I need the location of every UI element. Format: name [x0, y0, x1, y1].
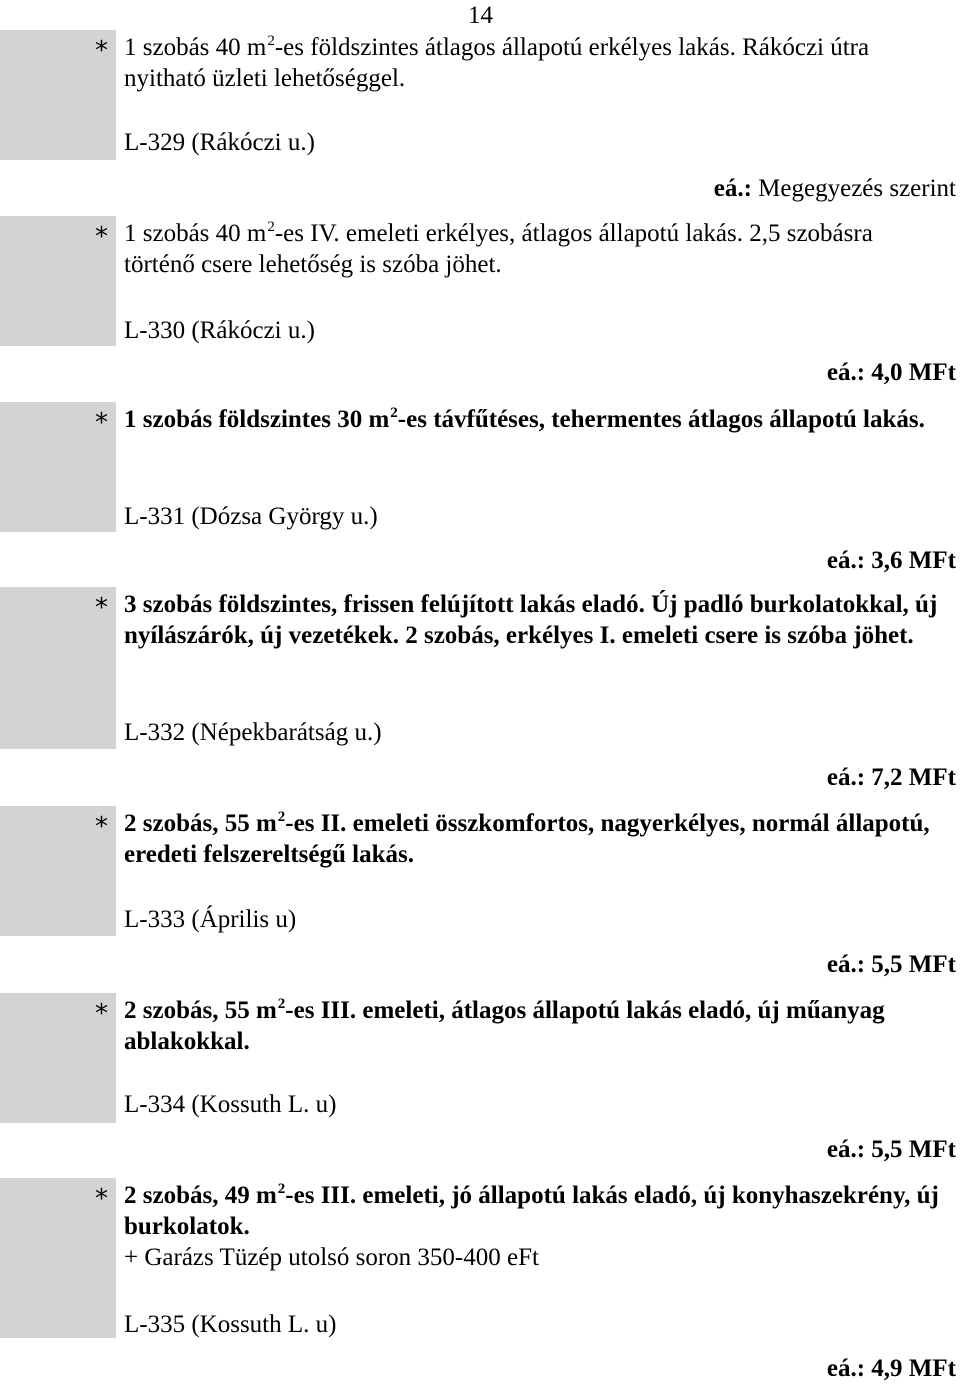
bullet-asterisk: *	[95, 812, 108, 842]
listing-description: 2 szobás, 55 $m^2-es$ III. emeleti, átlagos állapotú lakás eladó, új műanyag ablakokkal.	[124, 996, 885, 1055]
listing-description: 1 szobás 40 $m^2-es$ IV. emeleti erkélyes, átlagos állapotú lakás. 2,5 szobásra történő csere lehetőség is szóba jöhet.	[124, 219, 873, 278]
bullet-asterisk: *	[95, 999, 108, 1029]
listing-price: eá.: Megegyezés szerint	[713, 175, 956, 202]
listing-reference: L-334 (Kossuth L. u)	[124, 1091, 337, 1118]
listing-price: eá.: 5,5 MFt	[826, 1136, 956, 1163]
bullet-asterisk: *	[95, 408, 108, 438]
listing-reference: L-329 (Rákóczi u.)	[124, 129, 315, 156]
listing-description: 1 szobás 40 $m^2-es$ földszintes átlagos állapotú erkélyes lakás. Rákóczi útra nyitható üzleti lehetőséggel.	[124, 33, 870, 92]
bullet-asterisk: *	[95, 222, 108, 252]
listing-reference: L-331 (Dózsa György u.)	[124, 503, 378, 530]
listing-description: 3 szobás földszintes, frissen felújított lakás eladó. Új padló burkolatokkal, új nyílászárók, új vezetékek. 2 szobás, erkélyes I. emeleti csere is szóba jöhet.	[124, 591, 938, 649]
listing-price: eá.: 4,0 MFt	[826, 359, 956, 386]
listing-price: eá.: 3,6 MFt	[826, 547, 956, 574]
listing-reference: L-335 (Kossuth L. u)	[124, 1311, 337, 1338]
listing-description: 2 szobás, 49 $m^2-es$ III. emeleti, jó állapotú lakás eladó, új konyhaszekrény, új burkolatok. + Garázs Tüzép utolsó soron 350-400 eFt	[124, 1181, 939, 1271]
listing-description: 2 szobás, 55 $m^2-es$ II. emeleti összkomfortos, nagyerkélyes, normál állapotú, eredeti felszereltségű lakás.	[124, 809, 930, 868]
listing-price: eá.: 5,5 MFt	[826, 951, 956, 978]
listing-price: eá.: 4,9 MFt	[826, 1355, 956, 1382]
listing-reference: L-333 (Április u)	[124, 906, 297, 933]
listing-reference: L-330 (Rákóczi u.)	[124, 317, 315, 344]
listing-description: 1 szobás földszintes 30 $m^2-es$ távfűtéses, tehermentes átlagos állapotú lakás.	[124, 405, 925, 433]
page-number: 14	[468, 2, 493, 29]
bullet-asterisk: *	[95, 593, 108, 623]
bullet-asterisk: *	[95, 36, 108, 66]
bullet-asterisk: *	[95, 1184, 108, 1214]
listing-price: eá.: 7,2 MFt	[826, 764, 956, 791]
listing-extra-note: + Garázs Tüzép utolsó soron 350-400 eFt	[124, 1244, 539, 1271]
listing-reference: L-332 (Népekbarátság u.)	[124, 719, 382, 746]
